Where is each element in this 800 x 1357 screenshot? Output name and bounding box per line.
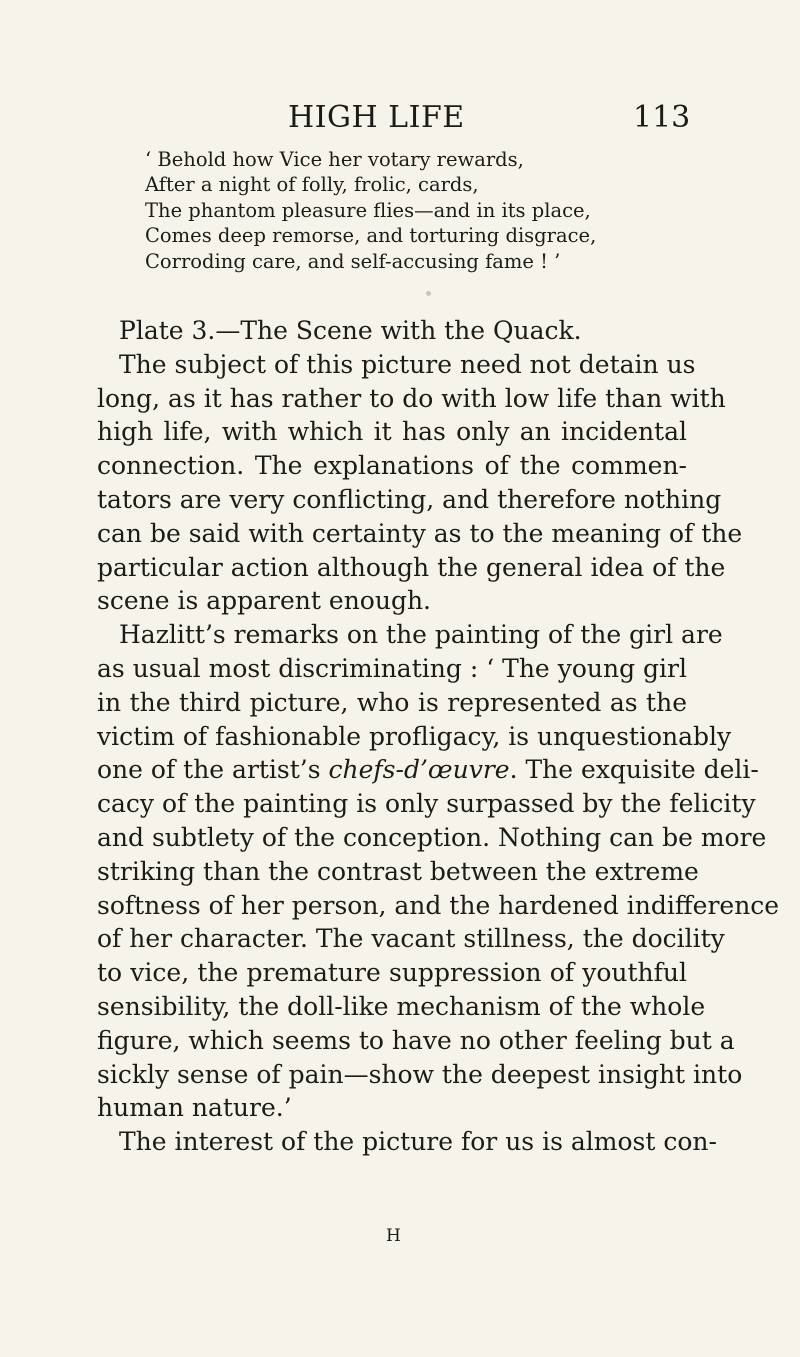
text-line: Hazlitt’s remarks on the painting of the girl are <box>119 620 723 650</box>
text-line: can be said with certainty as to the meaning of the <box>97 518 743 548</box>
page-number: 113 <box>633 100 691 135</box>
section-heading: Plate 3.—The Scene with the Quack. <box>119 316 582 345</box>
text-line: in the third picture, who is represented as the <box>97 687 687 717</box>
verse-quotation <box>145 147 705 274</box>
verse-line: ‘ Behold how Vice her votary rewards, <box>145 148 524 171</box>
running-title: HIGH LIFE <box>288 100 465 135</box>
text-line: sickly sense of pain—show the deepest insight into <box>97 1059 743 1089</box>
text-line: The subject of this picture need not detain us <box>119 349 696 379</box>
text-fragment: . The exquisite deli- <box>509 755 759 785</box>
text-line: victim of fashionable profligacy, is unquestionably <box>97 721 732 751</box>
text-line: high life, with which it has only an incidental <box>97 417 687 447</box>
body-text <box>97 314 780 1159</box>
verse-line: Corroding care, and self-accusing fame ! ’ <box>145 249 561 273</box>
text-line: human nature.’ <box>97 1093 292 1123</box>
text-line: cacy of the painting is only surpassed by the felicity <box>97 789 756 819</box>
text-line: striking than the contrast between the extreme <box>97 856 699 886</box>
ink-speck <box>426 291 431 296</box>
text-fragment: one of the artist’s <box>97 755 329 785</box>
italic-phrase: chefs-d’œuvre <box>328 755 510 785</box>
text-line: of her character. The vacant stillness, the docility <box>97 924 725 954</box>
running-head <box>0 100 800 140</box>
signature-mark: H <box>386 1226 402 1246</box>
text-line: particular action although the general idea of the <box>97 552 726 582</box>
verse-line: The phantom pleasure flies—and in its place, <box>145 198 591 222</box>
text-line: as usual most discriminating : ‘ The young girl <box>97 653 687 683</box>
text-line: figure, which seems to have no other feeling but a <box>97 1025 735 1055</box>
text-line <box>97 753 759 787</box>
text-line: connection. The explanations of the commen- <box>97 451 687 481</box>
text-line: softness of her person, and the hardened indifference <box>97 890 780 920</box>
text-line: sensibility, the doll-like mechanism of the whole <box>97 991 706 1021</box>
text-line: and subtlety of the conception. Nothing can be more <box>97 822 767 852</box>
text-line: The interest of the picture for us is almost con- <box>119 1127 717 1157</box>
text-line: tators are very conflicting, and therefore nothing <box>97 484 722 514</box>
verse-line: Comes deep remorse, and torturing disgrace, <box>145 224 597 248</box>
verse-line: After a night of folly, frolic, cards, <box>145 173 479 197</box>
text-line: long, as it has rather to do with low life than with <box>97 383 726 413</box>
text-line: scene is apparent enough. <box>97 586 431 616</box>
text-line: to vice, the premature suppression of youthful <box>97 958 687 988</box>
